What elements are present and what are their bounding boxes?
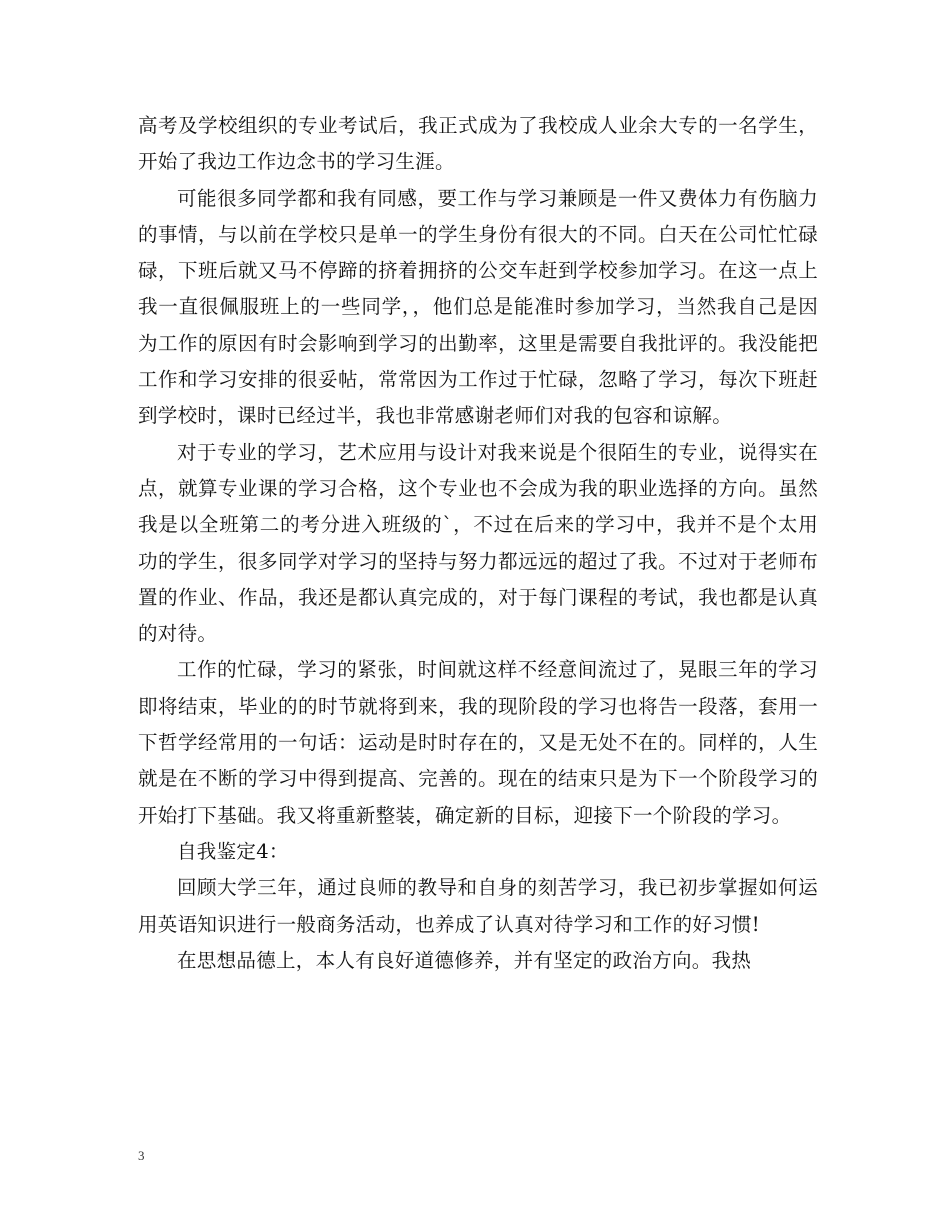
paragraph-3: 对于专业的学习，艺术应用与设计对我来说是个很陌生的专业，说得实在点，就算专业课的学习合格，这个专业也不会成为我的职业选择的方向。虽然我是以全班第二的考分进入班级的`，不过在后来的学习中，我并不是个太用功的学生，很多同学对学习的坚持与努力都远远的超过了我。不过对于老师布置的作业、作品，我还是都认真完成的，对于每门课程的考试，我也都是认真的对待。 — [138, 440, 818, 646]
section-heading-self-appraisal-4: 自我鉴定4： — [177, 839, 289, 863]
paragraph-4: 工作的忙碌，学习的紧张，时间就这样不经意间流过了，晃眼三年的学习即将结束，毕业的的时节就将到来，我的现阶段的学习也将告一段落，套用一下哲学经常用的一句话：运动是时时存在的，又是无处不在的。同样的，人生就是在不断的学习中得到提高、完善的。现在的结束只是为下一个阶段学习的开始打下基础。我又将重新整装，确定新的目标，迎接下一个阶段的学习。 — [138, 658, 818, 827]
paragraph-1: 高考及学校组织的专业考试后，我正式成为了我校成人业余大专的一名学生，开始了我边工作边念书的学习生涯。 — [138, 114, 818, 174]
page-number: 3 — [138, 1148, 145, 1163]
document-body — [138, 108, 818, 979]
paragraph-5: 回顾大学三年，通过良师的教导和自身的刻苦学习，我已初步掌握如何运用英语知识进行一般商务活动，也养成了认真对待学习和工作的好习惯! — [138, 876, 818, 936]
paragraph-6: 在思想品德上，本人有良好道德修养，并有坚定的政治方向。我热 — [177, 948, 752, 972]
paragraph-2: 可能很多同学都和我有同感，要工作与学习兼顾是一件又费体力有伤脑力的事情，与以前在学校只是单一的学生身份有很大的不同。白天在公司忙忙碌碌，下班后就又马不停蹄的挤着拥挤的公交车赶到学校参加学习。在这一点上我一直很佩服班上的一些同学，，他们总是能准时参加学习，当然我自己是因为工作的原因有时会影响到学习的出勤率，这里是需要自我批评的。我没能把工作和学习安排的很妥帖，常常因为工作过于忙碌，忽略了学习，每次下班赶到学校时，课时已经过半，我也非常感谢老师们对我的包容和谅解。 — [138, 186, 818, 428]
